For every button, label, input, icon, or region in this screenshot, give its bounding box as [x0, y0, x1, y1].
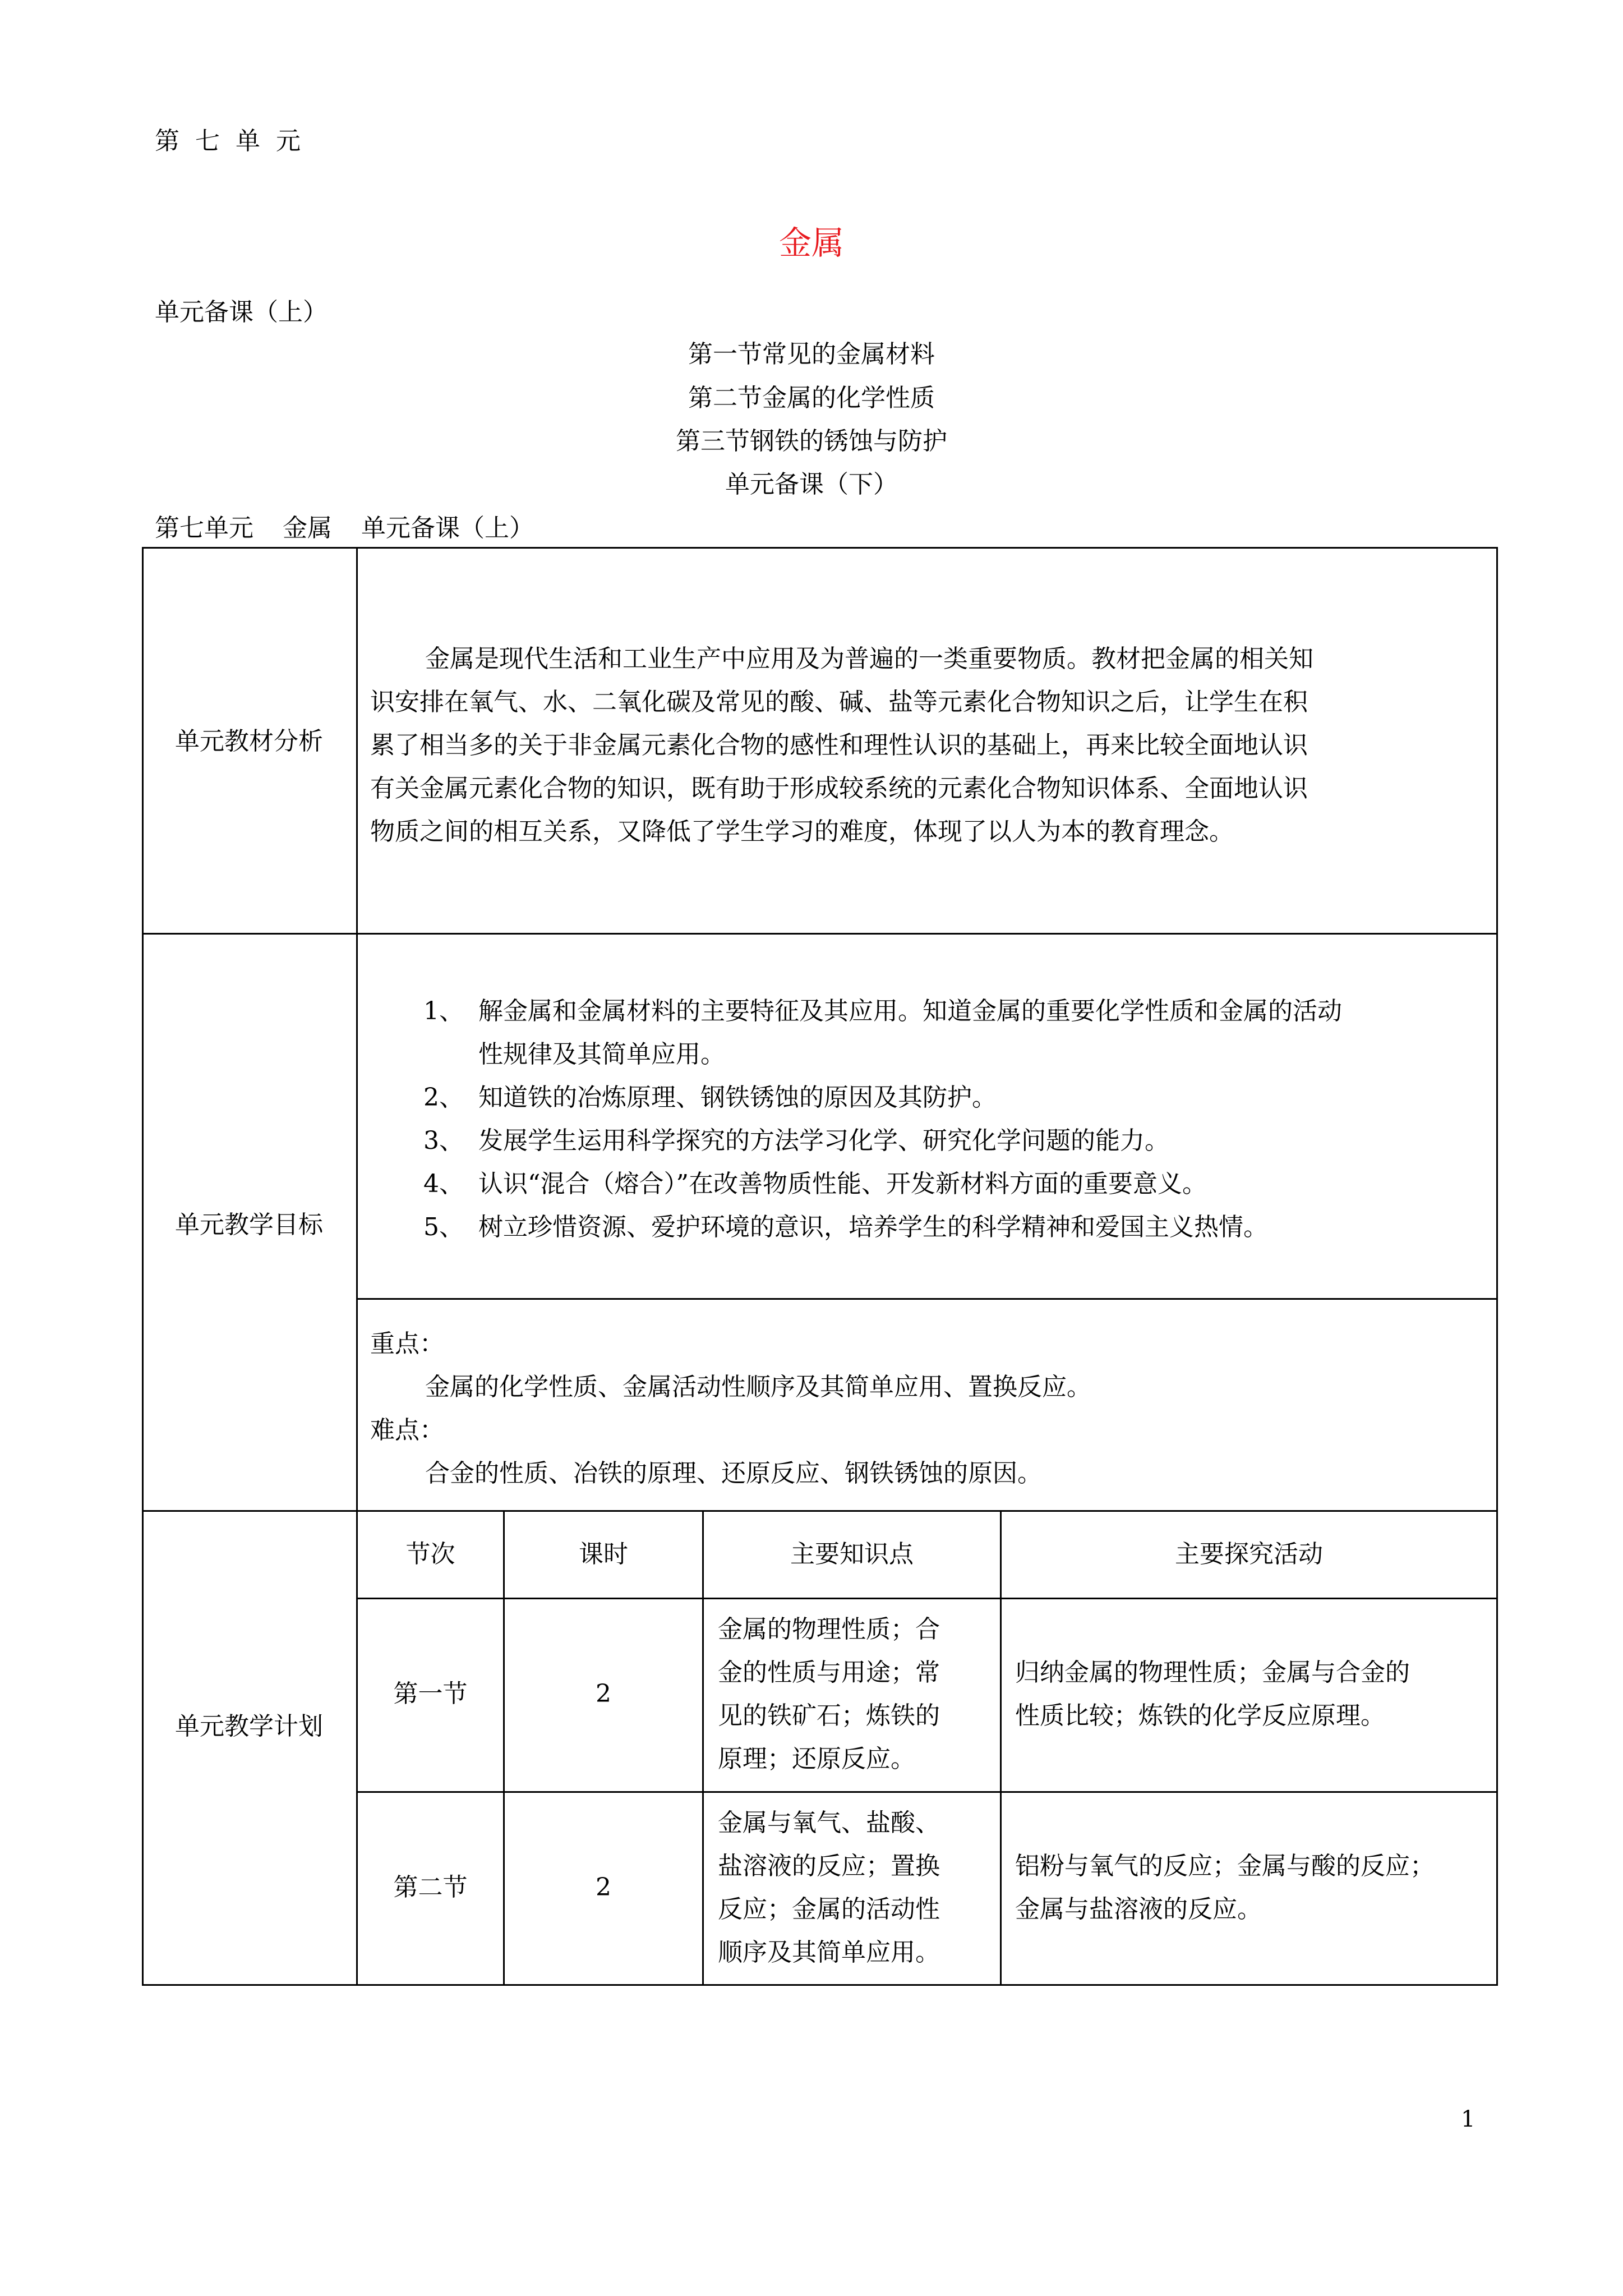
plan-row-knowledge [718, 1801, 940, 1974]
toc-item-1: 第一节常见的金属材料 [688, 340, 935, 369]
prep-upper-label: 单元备课（上） [155, 298, 328, 326]
plan-row-section: 第二节 [393, 1873, 468, 1902]
goal-text: 知道铁的冶炼原理、钢铁锈蚀的原因及其防护。 [478, 1083, 997, 1112]
toc-item-3: 第三节钢铁的锈蚀与防护 [676, 427, 947, 455]
document-title: 金属 [778, 224, 844, 262]
goal-text: 认识“混合（熔合）”在改善物质性能、开发新材料方面的重要意义。 [478, 1170, 1207, 1198]
table-border-top [142, 547, 1498, 549]
activity-line: 性质比较；炼铁的化学反应原理。 [1015, 1701, 1385, 1730]
knowledge-line: 金的性质与用途；常 [718, 1658, 940, 1687]
difficult-point-label: 难点： [370, 1416, 444, 1444]
knowledge-line: 原理；还原反应。 [718, 1745, 915, 1773]
analysis-line-3: 累了相当多的关于非金属元素化合物的感性和理性认识的基础上，再来比较全面地认识 [370, 731, 1308, 760]
plan-row-activity [1015, 1651, 1410, 1737]
plan-row-hours: 2 [596, 1680, 611, 1708]
knowledge-line: 金属与氧气、盐酸、 [718, 1809, 940, 1837]
plan-header-activity: 主要探究活动 [1175, 1540, 1323, 1568]
goal-num: 3、 [423, 1126, 464, 1155]
activity-line: 铝粉与氧气的反应；金属与酸的反应； [1015, 1852, 1435, 1880]
row-divider-plan-header [356, 1598, 1498, 1599]
goal-text: 发展学生运用科学探究的方法学习化学、研究化学问题的能力。 [478, 1126, 1169, 1155]
goal-item-2 [423, 1076, 1481, 1119]
table-border-left [142, 547, 144, 1986]
plan-row-knowledge [718, 1608, 940, 1780]
caption-prep: 单元备课（上） [361, 514, 534, 542]
row-divider-goals [142, 1510, 1498, 1512]
plan-row-activity [1015, 1844, 1435, 1931]
activity-line: 归纳金属的物理性质；金属与合金的 [1015, 1658, 1410, 1687]
knowledge-line: 反应；金属的活动性 [718, 1895, 940, 1924]
table-caption [155, 516, 534, 541]
goal-item-4 [423, 1162, 1481, 1205]
analysis-line-2: 识安排在氧气、水、二氧化碳及常见的酸、碱、盐等元素化合物知识之后，让学生在积 [370, 688, 1308, 716]
goal-num: 2、 [423, 1083, 464, 1112]
plan-header-knowledge: 主要知识点 [790, 1540, 914, 1568]
plan-label: 单元教学计划 [175, 1712, 323, 1741]
goal-item-5 [423, 1205, 1481, 1249]
plan-row-hours: 2 [596, 1873, 611, 1902]
plan-header-section: 节次 [405, 1540, 455, 1568]
goal-num: 5、 [423, 1213, 464, 1241]
col-divider-label [356, 547, 358, 1986]
row-divider-keypoints [356, 1298, 1498, 1300]
page-number: 1 [1461, 2106, 1476, 2132]
plan-header-hours: 课时 [579, 1540, 628, 1568]
plan-row-section: 第一节 [393, 1680, 468, 1708]
knowledge-line: 见的铁矿石；炼铁的 [718, 1701, 940, 1730]
key-point-text: 金属的化学性质、金属活动性顺序及其简单应用、置换反应。 [425, 1373, 1091, 1401]
goal-item-3 [423, 1119, 1481, 1162]
goal-text: 树立珍惜资源、爱护环境的意识，培养学生的科学精神和爱国主义热情。 [478, 1213, 1268, 1241]
activity-line: 金属与盐溶液的反应。 [1015, 1895, 1262, 1924]
goal-num: 4、 [423, 1170, 464, 1198]
analysis-line-1: 金属是现代生活和工业生产中应用及为普遍的一类重要物质。教材把金属的相关知 [425, 645, 1313, 673]
caption-topic: 金属 [283, 514, 332, 542]
analysis-label: 单元教材分析 [175, 727, 323, 756]
toc-item-2: 第二节金属的化学性质 [688, 384, 935, 412]
col-divider-knowledge [1000, 1510, 1002, 1986]
difficult-point-text: 合金的性质、冶铁的原理、还原反应、钢铁锈蚀的原因。 [425, 1459, 1042, 1488]
col-divider-hours [702, 1510, 704, 1986]
toc-item-4: 单元备课（下） [725, 470, 898, 499]
analysis-line-5: 物质之间的相互关系，又降低了学生学习的难度，体现了以人为本的教育理念。 [370, 817, 1234, 846]
knowledge-line: 盐溶液的反应；置换 [718, 1852, 940, 1880]
analysis-line-4: 有关金属元素化合物的知识，既有助于形成较系统的元素化合物知识体系、全面地认识 [370, 774, 1308, 803]
goal-item-1-cont: 性规律及其简单应用。 [478, 1040, 725, 1069]
caption-unit: 第七单元 [155, 514, 253, 542]
table-border-right [1496, 547, 1498, 1986]
goal-item-1 [423, 990, 1481, 1033]
analysis-text [370, 637, 1486, 853]
table-border-bottom [142, 1984, 1498, 1986]
row-divider-analysis [142, 933, 1498, 935]
col-divider-section [503, 1510, 505, 1986]
goal-num: 1、 [423, 997, 464, 1025]
knowledge-line: 顺序及其简单应用。 [718, 1938, 940, 1967]
goals-label: 单元教学目标 [175, 1211, 323, 1239]
key-point-label: 重点： [370, 1329, 444, 1358]
goal-text: 解金属和金属材料的主要特征及其应用。知道金属的重要化学性质和金属的活动 [478, 997, 1342, 1025]
unit-heading: 第七单元 [155, 127, 316, 155]
row-divider-plan-row1 [356, 1791, 1498, 1793]
knowledge-line: 金属的物理性质；合 [718, 1615, 940, 1644]
